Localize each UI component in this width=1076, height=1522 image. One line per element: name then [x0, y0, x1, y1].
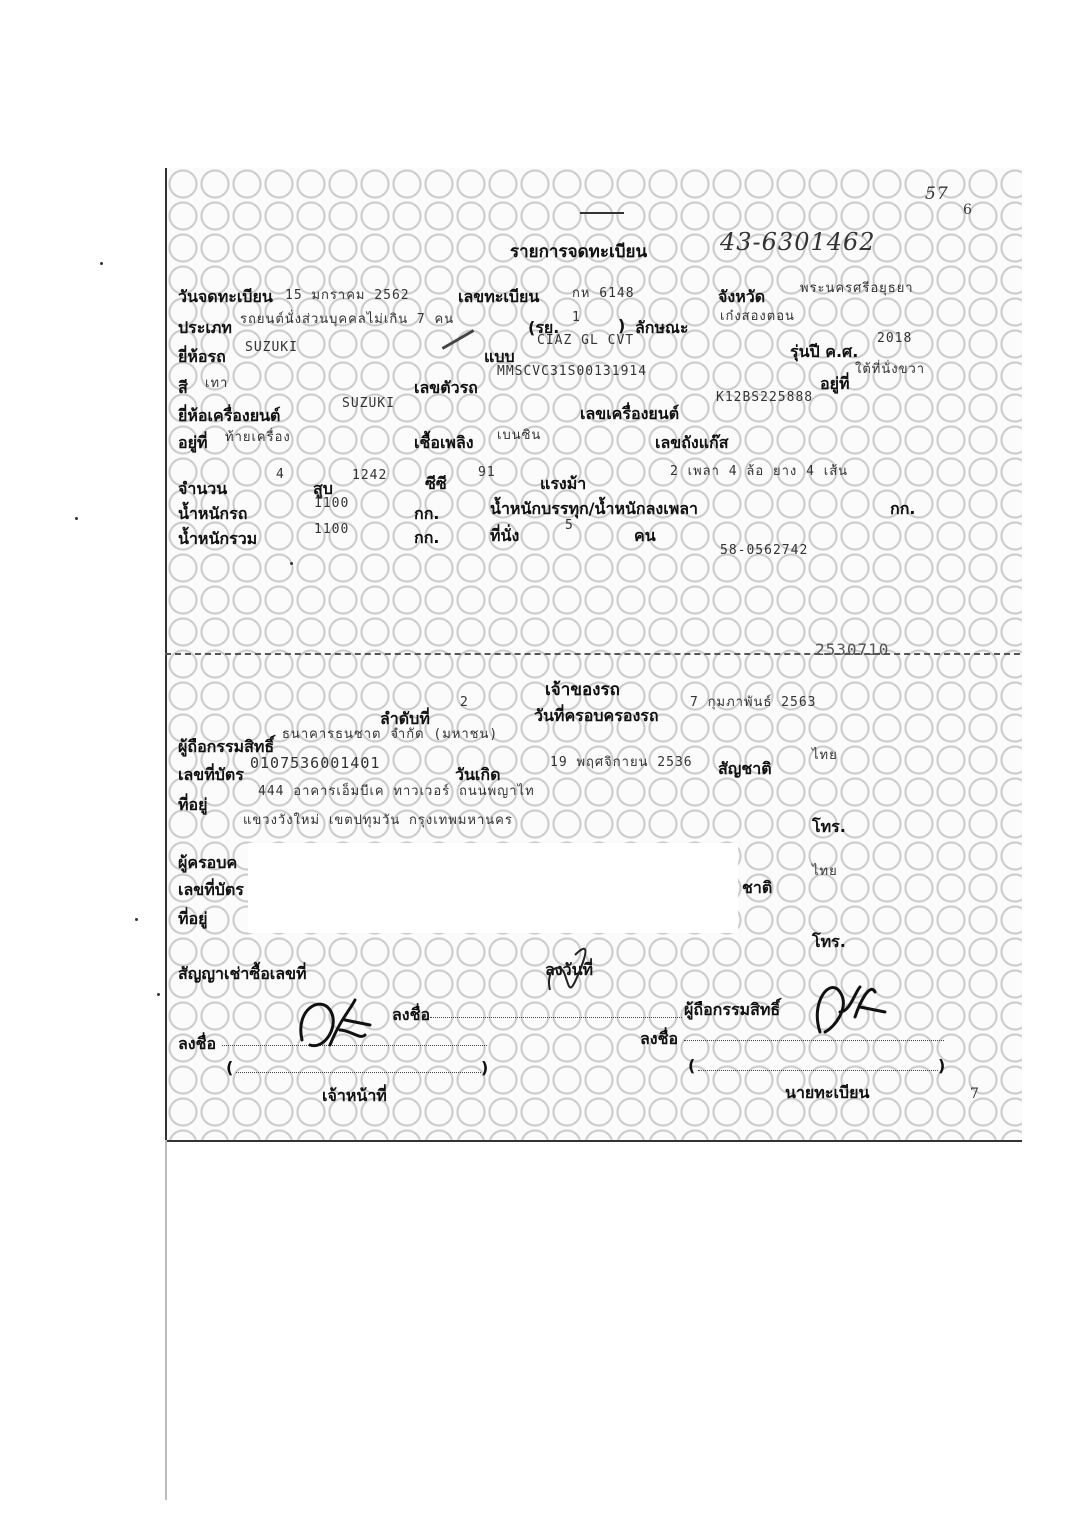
- scan-speck: [135, 918, 138, 921]
- hp-value: 91: [478, 465, 496, 480]
- lease-label: สัญญาเช่าซื้อเลขที่: [178, 964, 307, 983]
- perforation-number: 2530710: [815, 640, 890, 659]
- holder-label: ผู้ถือกรรมสิทธิ์: [178, 737, 275, 756]
- officer-signature: [290, 990, 380, 1070]
- nationality-value: ไทย: [812, 748, 838, 763]
- hp-label: แรงม้า: [540, 474, 587, 493]
- count-label: จำนวน: [178, 479, 228, 498]
- gas-tank-label: เลขถังแก๊ส: [655, 433, 729, 452]
- holder-sign-line: [430, 1017, 682, 1018]
- cc-label: ซีซี: [425, 474, 447, 493]
- cylinder-label: สูบ: [313, 479, 333, 498]
- owner-address-line2: แขวงวังใหม่ เขตปทุมวัน กรุงเทพมหานคร: [243, 813, 513, 828]
- holder-value: ธนาคารธนชาต จำกัด (มหาชน): [282, 727, 499, 742]
- officer-paren-open: (: [226, 1058, 234, 1077]
- date-scribble-signature: [540, 940, 600, 1000]
- order-label: ลำดับที่: [380, 709, 430, 728]
- count-value: 4: [276, 467, 285, 482]
- cc-value: 1242: [352, 468, 388, 483]
- weight-value: 1100: [314, 496, 350, 511]
- reference-number: 58-0562742: [720, 543, 809, 558]
- possessor-address-label: ที่อยู่: [178, 909, 208, 928]
- page-mark: 57: [925, 184, 949, 204]
- persons-label: คน: [634, 526, 656, 545]
- registrar-paren-open: (: [688, 1056, 696, 1075]
- header-dash: [580, 212, 624, 214]
- load-kg-label: กก.: [890, 499, 916, 518]
- registrar-sign-label: ลงชื่อ: [640, 1029, 679, 1048]
- province-value: พระนครศรีอยุธยา: [800, 281, 914, 296]
- holder-sign-label: ลงชื่อ: [392, 1005, 431, 1024]
- officer-paren-close: ): [481, 1058, 489, 1077]
- order-value: 2: [460, 695, 469, 710]
- load-label: น้ำหนักบรรทุก/น้ำหนักลงเพลา: [490, 499, 699, 518]
- reg-date-label: วันจดทะเบียน: [178, 287, 273, 306]
- owner-address-line1: 444 อาคารเอ็มบีเค ทาวเวอร์ ถนนพญาไท: [258, 784, 535, 799]
- holder-sign-title: ผู้ถือกรรมสิทธิ์: [684, 1000, 781, 1019]
- total-kg-label: กก.: [414, 528, 440, 547]
- officer-name-line: [236, 1072, 481, 1073]
- reg-date-value: 15 มกราคม 2562: [285, 288, 410, 303]
- engine-brand-label: ยี่ห้อเครื่องยนต์: [178, 406, 281, 425]
- model-label: แบบ: [484, 347, 515, 366]
- officer-title: เจ้าหน้าที่: [322, 1086, 387, 1105]
- brand-value: SUZUKI: [245, 340, 298, 355]
- seats-value: 5: [565, 518, 574, 533]
- owner-section-title: เจ้าของรถ: [545, 680, 620, 700]
- birth-value: 19 พฤศจิกายน 2536: [550, 755, 693, 770]
- year-label: รุ่นปี ค.ศ.: [790, 342, 859, 361]
- redaction-block: [248, 843, 738, 933]
- registrar-name-line: [698, 1070, 938, 1071]
- registrar-paren-close: ): [938, 1056, 946, 1075]
- style-value: เก๋งสองตอน: [720, 309, 795, 324]
- handwritten-number: 43-6301462: [720, 228, 876, 256]
- style-label: ลักษณะ: [635, 318, 689, 337]
- possessor-label: ผู้ครอบค: [178, 853, 238, 872]
- weight-kg-label: กก.: [414, 504, 440, 523]
- engine-brand-value: SUZUKI: [342, 396, 395, 411]
- total-weight-value: 1100: [314, 522, 350, 537]
- possessor-nationality-value: ไทย: [812, 864, 838, 879]
- owner-id-label: เลขที่บัตร: [178, 765, 244, 784]
- possessor-id-label: เลขที่บัตร: [178, 880, 244, 899]
- engine-no-label: เลขเครื่องยนต์: [580, 404, 680, 423]
- color-label: สี: [178, 378, 188, 397]
- scan-speck: [100, 262, 103, 265]
- signed-date-label: ลงวันที่: [545, 960, 594, 979]
- fuel-label: เชื้อเพลิง: [414, 433, 474, 452]
- chassis-location-label: อยู่ที่: [820, 374, 850, 393]
- ry-label-close: ): [618, 316, 626, 335]
- form-title: รายการจดทะเบียน: [510, 242, 648, 262]
- possession-date-value: 7 กุมภาพันธ์ 2563: [690, 695, 817, 710]
- chassis-location-value: ใต้ที่นั่งขวา: [855, 362, 926, 377]
- type-label: ประเภท: [178, 318, 232, 337]
- axle-value: 2 เพลา 4 ล้อ ยาง 4 เส้น: [670, 464, 849, 479]
- owner-phone-label: โทร.: [812, 817, 846, 836]
- weight-label: น้ำหนักรถ: [178, 504, 248, 523]
- engine-location-label: อยู่ที่: [178, 433, 208, 452]
- type-value: รถยนต์นั่งส่วนบุคคลไม่เกิน 7 คน: [240, 312, 455, 327]
- engine-location-value: ท้ายเครื่อง: [225, 430, 291, 445]
- plate-label: เลขทะเบียน: [458, 287, 540, 306]
- page-edge: [165, 1140, 167, 1500]
- total-weight-label: น้ำหนักรวม: [178, 529, 258, 548]
- model-value: CIAZ GL CVT: [537, 333, 635, 348]
- ry-value: 1: [572, 310, 581, 325]
- page-number-bottom: 7: [970, 1086, 979, 1102]
- scan-speck: [290, 562, 293, 565]
- brand-label: ยี่ห้อรถ: [178, 347, 226, 366]
- color-value: เทา: [205, 376, 229, 391]
- plate-value: กห 6148: [572, 286, 635, 301]
- province-label: จังหวัด: [718, 287, 766, 306]
- possessor-phone-label: โทร.: [812, 932, 846, 951]
- chassis-label: เลขตัวรถ: [414, 378, 478, 397]
- seats-label: ที่นั่ง: [490, 526, 520, 545]
- owner-id-value: 0107536001401: [250, 754, 381, 772]
- ry-label-open: (รย.: [528, 318, 560, 337]
- scan-speck: [157, 993, 160, 996]
- engine-no-value: K12BS225888: [716, 390, 814, 405]
- year-value: 2018: [877, 331, 913, 346]
- registrar-signature: [800, 972, 890, 1052]
- owner-address-label: ที่อยู่: [178, 795, 208, 814]
- fuel-value: เบนซิน: [497, 428, 542, 443]
- scan-speck: [75, 517, 78, 520]
- perforation-line: [165, 653, 1020, 655]
- possession-date-label: วันที่ครอบครองรถ: [534, 706, 659, 725]
- possessor-nationality-label: ชาติ: [742, 878, 773, 897]
- birth-label: วันเกิด: [455, 765, 501, 784]
- page-number-top: 6: [963, 202, 972, 218]
- nationality-label: สัญชาติ: [718, 759, 772, 778]
- officer-sign-label: ลงชื่อ: [178, 1034, 217, 1053]
- chassis-value: MMSCVC31S00131914: [497, 364, 648, 379]
- registrar-title: นายทะเบียน: [785, 1083, 870, 1102]
